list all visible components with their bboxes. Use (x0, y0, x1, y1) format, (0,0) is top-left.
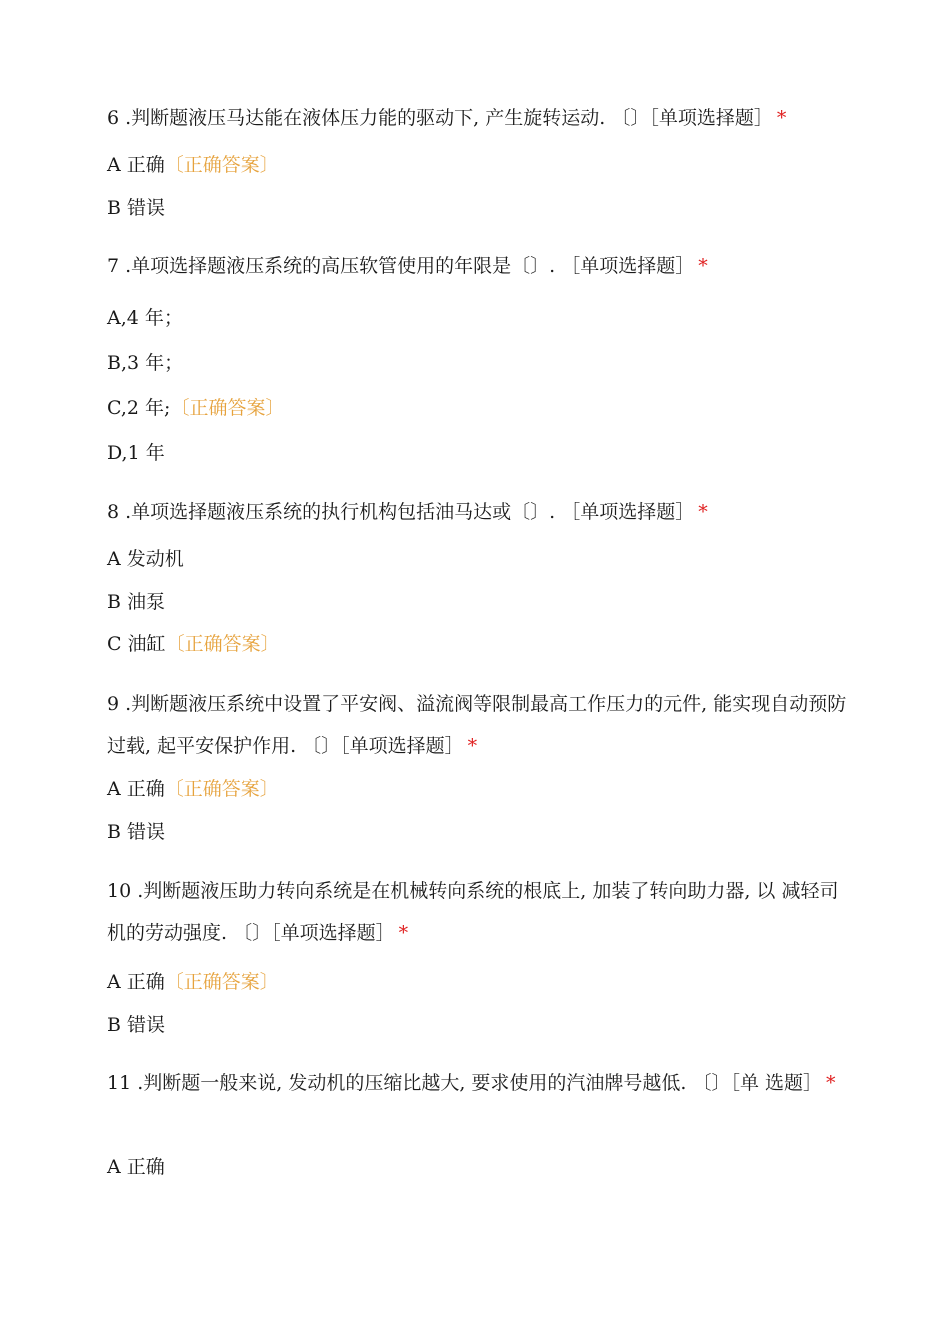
option-c[interactable] (107, 632, 280, 656)
option-text: 正确 (126, 971, 165, 993)
correct-answer-tag: 〔正确答案〕 (170, 397, 285, 419)
required-mark: * (776, 107, 787, 129)
option-b[interactable] (107, 820, 165, 844)
option-text: 错误 (126, 197, 165, 219)
question-11 (107, 1062, 847, 1104)
option-text: B,3 年； (107, 352, 184, 374)
question-text: 7 .单项选择题液压系统的高压软管使用的年限是〔〕. ［单项选择题］ (107, 255, 695, 277)
option-b[interactable] (107, 196, 165, 220)
question-text: 8 .单项选择题液压系统的执行机构包括油马达或〔〕. ［单项选择题］ (107, 501, 695, 523)
option-label: B (107, 1014, 121, 1036)
option-label: A (107, 1156, 121, 1178)
option-b[interactable] (107, 590, 165, 614)
question-text: 11 .判断题一般来说, 发动机的压缩比越大, 要求使用的汽油牌号越低. 〔〕［单 选题］ (107, 1072, 823, 1094)
option-text: 油缸 (127, 633, 166, 655)
correct-answer-tag: 〔正确答案〕 (164, 778, 279, 800)
option-a[interactable] (107, 547, 184, 571)
question-6 (107, 106, 786, 130)
option-label: A (107, 154, 121, 176)
option-text: 错误 (126, 821, 165, 843)
option-a[interactable] (107, 777, 279, 801)
required-mark: * (467, 735, 478, 757)
option-text: 正确 (126, 154, 165, 176)
option-text: 正确 (126, 1156, 165, 1178)
option-label: A (107, 548, 121, 570)
option-label: B (107, 591, 121, 613)
required-mark: * (698, 255, 708, 277)
option-label: A (107, 778, 121, 800)
correct-answer-tag: 〔正确答案〕 (165, 633, 280, 655)
question-text: 9 .判断题液压系统中设置了平安阀、溢流阀等限制最高工作压力的元件, 能实现自动预防过载, 起平安保护作用. 〔〕［单项选择题］ (107, 693, 847, 757)
question-10 (107, 870, 847, 954)
required-mark: * (698, 501, 708, 523)
correct-answer-tag: 〔正确答案〕 (164, 971, 279, 993)
option-a[interactable] (107, 970, 279, 994)
option-text: 发动机 (126, 548, 184, 570)
required-mark: * (826, 1072, 836, 1094)
option-text: 正确 (126, 778, 165, 800)
option-label: A (107, 971, 121, 993)
option-text: D,1 年 (107, 442, 165, 464)
option-a[interactable] (107, 306, 183, 330)
option-d[interactable] (107, 441, 165, 465)
option-b[interactable] (107, 351, 183, 375)
option-text: 油泵 (126, 591, 165, 613)
option-label: C (107, 633, 122, 655)
question-9 (107, 683, 847, 767)
required-mark: * (398, 922, 409, 944)
correct-answer-tag: 〔正确答案〕 (164, 154, 279, 176)
option-label: B (107, 821, 121, 843)
question-7 (107, 254, 708, 278)
option-text: 错误 (126, 1014, 165, 1036)
question-text: 6 .判断题液压马达能在液体压力能的驱动下, 产生旋转运动. 〔〕［单项选择题］ (107, 107, 773, 129)
option-a[interactable] (107, 1155, 165, 1179)
option-text: A,4 年； (107, 307, 183, 329)
option-label: B (107, 197, 121, 219)
option-c[interactable] (107, 396, 284, 420)
option-text: C,2 年; (107, 397, 171, 419)
option-a[interactable] (107, 153, 279, 177)
question-8 (107, 500, 708, 524)
option-b[interactable] (107, 1013, 165, 1037)
question-text: 10 .判断题液压助力转向系统是在机械转向系统的根底上, 加装了转向助力器, 以 减轻司机的劳动强度. 〔〕［单项选择题］ (107, 880, 839, 944)
